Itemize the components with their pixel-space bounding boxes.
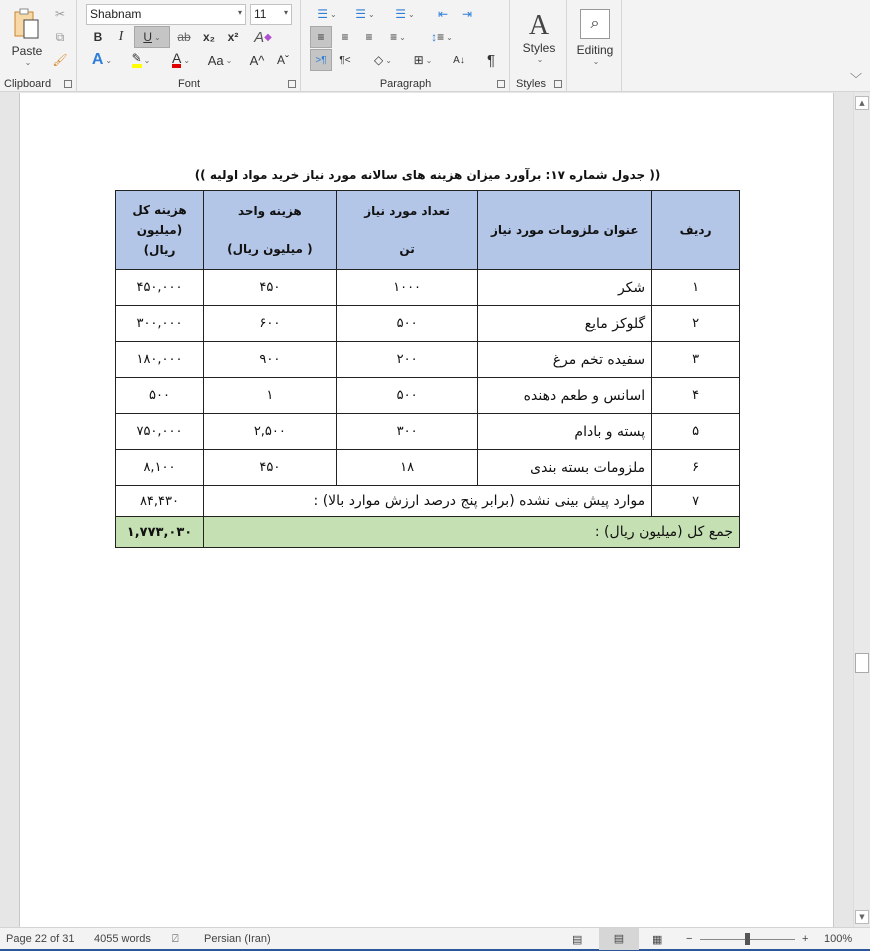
header-qty	[336, 191, 478, 270]
editing-group	[568, 0, 622, 92]
document-area	[0, 93, 853, 927]
copy-button[interactable]	[50, 27, 70, 47]
bullets-icon: ☰	[317, 7, 329, 21]
paste-label: Paste	[11, 43, 43, 58]
cost-table	[115, 190, 740, 548]
cell-unit-cost: ۴۵۰	[203, 450, 336, 486]
paragraph-group	[302, 0, 510, 92]
cell-no: ۴	[652, 378, 740, 414]
multilevel-list-icon: ☰	[395, 7, 407, 21]
cell-total: ۳۰۰,۰۰۰	[116, 306, 204, 342]
scroll-up-icon[interactable]: ▲	[855, 96, 869, 110]
cell-qty: ۲۰۰	[336, 342, 478, 378]
decrease-indent-icon: ⇤	[437, 7, 449, 21]
cell-no: ۵	[652, 414, 740, 450]
cell-no: ۲	[652, 306, 740, 342]
font-group-label: Font	[177, 78, 200, 90]
font-name-value: Shabnam	[90, 7, 142, 21]
grand-total-row	[116, 517, 740, 548]
cell-total: ۱۸۰,۰۰۰	[116, 342, 204, 378]
grand-total-value: ۱,۷۷۳,۰۳۰	[116, 517, 204, 548]
cell-qty: ۳۰۰	[336, 414, 478, 450]
align-left-icon: ≡	[317, 30, 325, 44]
header-unit-cost	[203, 191, 336, 270]
web-layout-icon[interactable]: ▦	[652, 934, 663, 946]
clipboard-group	[0, 0, 77, 92]
clipboard-group-label: Clipboard	[4, 78, 52, 90]
brush-icon: 🖌	[52, 53, 68, 67]
word-count[interactable]: 4055 words	[94, 933, 151, 945]
shading-button[interactable]	[366, 50, 400, 70]
chevron-down-icon: ⌄	[153, 32, 161, 42]
unforeseen-label: موارد پیش بینی نشده (برابر پنج درصد ارزش موارد بالا) :	[203, 486, 651, 517]
chevron-down-icon: ⌄	[330, 9, 337, 19]
header-item: عنوان ملزومات مورد نیاز	[478, 191, 652, 270]
line-spacing-button[interactable]: ↕ ≡ ⌄	[431, 30, 453, 44]
table-row	[116, 342, 740, 378]
scissors-icon: ✂	[54, 7, 66, 21]
italic-button[interactable]: I	[118, 29, 124, 44]
borders-button[interactable]	[406, 50, 440, 70]
font-launcher-icon[interactable]	[288, 80, 296, 88]
document-page[interactable]	[19, 93, 834, 927]
chevron-down-icon: ▾	[237, 8, 242, 17]
read-mode-icon[interactable]: ▤	[572, 934, 583, 946]
cell-qty: ۵۰۰	[336, 306, 478, 342]
chevron-down-icon: ⌄	[368, 9, 375, 19]
change-case-label: Aa	[207, 52, 224, 68]
header-qty-unit: تن	[399, 242, 415, 256]
scroll-down-icon[interactable]: ▼	[855, 910, 869, 924]
ribbon	[0, 0, 870, 92]
cell-total: ۷۵۰,۰۰۰	[116, 414, 204, 450]
table-row	[116, 270, 740, 306]
highlight-button[interactable]	[124, 50, 158, 70]
highlighter-icon: ✎	[132, 52, 142, 68]
cell-total: ۴۵۰,۰۰۰	[116, 270, 204, 306]
chevron-down-icon: ⌄	[385, 55, 392, 65]
chevron-down-icon: ⌄	[143, 55, 151, 65]
clear-formatting-icon: A	[254, 28, 265, 46]
cell-unit-cost: ۶۰۰	[203, 306, 336, 342]
cell-unit-cost: ۱	[203, 378, 336, 414]
chevron-down-icon: ⌄	[536, 54, 544, 64]
chevron-down-icon: ⌄	[183, 55, 191, 65]
copy-icon: ⧉	[55, 29, 65, 44]
line-spacing-icon: ↕	[431, 30, 438, 44]
cell-item: سفیده تخم مرغ	[478, 342, 652, 378]
chevron-down-icon: ⌄	[225, 55, 233, 65]
header-unit-cost-unit: ( میلیون ریال)	[227, 242, 313, 256]
chevron-down-icon: ▾	[283, 8, 288, 17]
chevron-down-icon: ⌄	[24, 57, 32, 67]
status-bar	[0, 927, 870, 951]
font-size-value: 11	[254, 7, 267, 21]
unforeseen-row	[116, 486, 740, 517]
increase-indent-button[interactable]	[456, 4, 478, 24]
align-center-button[interactable]	[334, 27, 356, 47]
editing-label: Editing	[576, 42, 614, 57]
underline-button[interactable]	[134, 26, 170, 48]
proofing-icon[interactable]: ⍁	[172, 933, 179, 945]
editing-button[interactable]	[572, 4, 618, 70]
table-row	[116, 450, 740, 486]
text-effects-button[interactable]	[86, 50, 118, 70]
bullets-button[interactable]	[310, 4, 344, 24]
font-group	[78, 0, 301, 92]
styles-icon: A	[528, 9, 550, 41]
cell-no: ۱	[652, 270, 740, 306]
rtl-direction-button[interactable]: ¶<	[339, 54, 351, 66]
eraser-icon: ◆	[264, 31, 272, 43]
superscript-button[interactable]: x²	[227, 30, 239, 44]
styles-launcher-icon[interactable]	[554, 80, 562, 88]
cell-unit-cost: ۴۵۰	[203, 270, 336, 306]
paragraph-group-label: Paragraph	[379, 78, 432, 90]
collapse-ribbon-icon[interactable]: ﹀	[849, 72, 862, 86]
chevron-down-icon: ⌄	[425, 55, 433, 65]
header-qty-label: تعداد مورد نیاز	[364, 204, 450, 218]
cell-unit-cost: ۹۰۰	[203, 342, 336, 378]
table-caption: (( جدول شماره ۱۷: برآورد میزان هزینه های سالانه مورد نیاز خرید مواد اولیه ))	[194, 168, 661, 182]
cell-total: ۸,۱۰۰	[116, 450, 204, 486]
table-row	[116, 414, 740, 450]
cell-item: ملزومات بسته بندی	[478, 450, 652, 486]
cell-item: پسته و بادام	[478, 414, 652, 450]
table-row	[116, 306, 740, 342]
styles-group-label: Styles	[516, 78, 546, 90]
header-total-cost	[116, 191, 204, 270]
zoom-in-button[interactable]: +	[802, 933, 809, 945]
header-total-cost-unit2: ریال)	[143, 243, 176, 257]
chevron-down-icon: ⌄	[446, 32, 453, 42]
header-unit-cost-label: هزینه واحد	[237, 204, 302, 218]
scroll-thumb[interactable]	[855, 653, 869, 673]
zoom-slider-thumb[interactable]	[745, 933, 750, 945]
chevron-down-icon: ⌄	[399, 32, 406, 42]
styles-button[interactable]	[517, 4, 561, 70]
bold-button[interactable]: B	[93, 30, 103, 44]
clear-formatting-button[interactable]	[252, 27, 274, 47]
paste-icon	[12, 8, 42, 40]
ltr-direction-button[interactable]: >¶	[310, 49, 332, 71]
table-header-row	[116, 191, 740, 270]
chevron-down-icon: ⌄	[105, 55, 113, 65]
cell-item: شکر	[478, 270, 652, 306]
numbering-icon: ☰	[355, 7, 367, 21]
borders-icon: ⊞	[413, 53, 424, 67]
font-size-combo[interactable]	[250, 4, 292, 25]
cell-qty: ۱۰۰۰	[336, 270, 478, 306]
print-layout-icon[interactable]: ▤	[599, 928, 639, 950]
grow-font-button[interactable]: A^	[249, 52, 265, 68]
cell-unit-cost: ۲,۵۰۰	[203, 414, 336, 450]
header-total-cost-unit1: (میلیون	[136, 223, 183, 237]
sort-icon: A↓	[453, 54, 465, 66]
unforeseen-total: ۸۴,۴۳۰	[116, 486, 204, 517]
multilevel-list-button[interactable]	[388, 4, 422, 24]
styles-label: Styles	[522, 40, 556, 55]
language-status[interactable]: Persian (Iran)	[204, 933, 271, 945]
shrink-font-button[interactable]: Aˇ	[277, 53, 289, 67]
cell-no: ۶	[652, 450, 740, 486]
strikethrough-button[interactable]: ab	[177, 30, 191, 44]
cell-item: گلوکز مایع	[478, 306, 652, 342]
search-icon: ⌕	[580, 9, 610, 39]
clipboard-launcher-icon[interactable]	[64, 80, 72, 88]
paint-bucket-icon: ◇	[374, 53, 384, 67]
sort-button[interactable]	[448, 50, 470, 70]
justify-button[interactable]	[382, 27, 414, 47]
underline-label: U	[143, 30, 152, 44]
format-painter-button[interactable]	[50, 50, 70, 70]
styles-group	[511, 0, 567, 92]
paste-button[interactable]	[6, 4, 48, 70]
grand-total-label: جمع کل (میلیون ریال) :	[203, 517, 739, 548]
align-right-icon: ≡	[365, 30, 373, 44]
chevron-down-icon: ⌄	[408, 9, 415, 19]
align-center-icon: ≡	[341, 30, 349, 44]
cut-button[interactable]	[50, 4, 70, 24]
change-case-button[interactable]	[202, 50, 238, 70]
cell-qty: ۱۸	[336, 450, 478, 486]
font-name-combo[interactable]	[86, 4, 246, 25]
vertical-scrollbar[interactable]	[853, 93, 870, 927]
subscript-button[interactable]: x₂	[202, 30, 215, 44]
page-count[interactable]: Page 22 of 31	[6, 933, 75, 945]
decrease-indent-button[interactable]	[432, 4, 454, 24]
align-left-button[interactable]	[310, 26, 332, 48]
text-effects-icon: A	[91, 51, 104, 68]
numbering-button[interactable]	[348, 4, 382, 24]
chevron-down-icon: ⌄	[592, 56, 600, 66]
zoom-level[interactable]: 100%	[824, 933, 853, 945]
header-total-cost-label: هزینه کل	[132, 203, 187, 217]
header-row-no: ردیف	[652, 191, 740, 270]
cell-total: ۵۰۰	[116, 378, 204, 414]
show-formatting-marks-button[interactable]: ¶	[486, 51, 496, 69]
increase-indent-icon: ⇥	[461, 7, 473, 21]
zoom-out-button[interactable]: −	[686, 933, 693, 945]
font-color-button[interactable]	[164, 50, 198, 70]
cell-qty: ۵۰۰	[336, 378, 478, 414]
justify-icon: ≡	[390, 30, 398, 44]
cell-item: اسانس و طعم دهنده	[478, 378, 652, 414]
cell-no: ۳	[652, 342, 740, 378]
font-color-icon: A	[171, 50, 182, 66]
table-row	[116, 378, 740, 414]
align-right-button[interactable]	[358, 27, 380, 47]
cell-no: ۷	[652, 486, 740, 517]
paragraph-launcher-icon[interactable]	[497, 80, 505, 88]
